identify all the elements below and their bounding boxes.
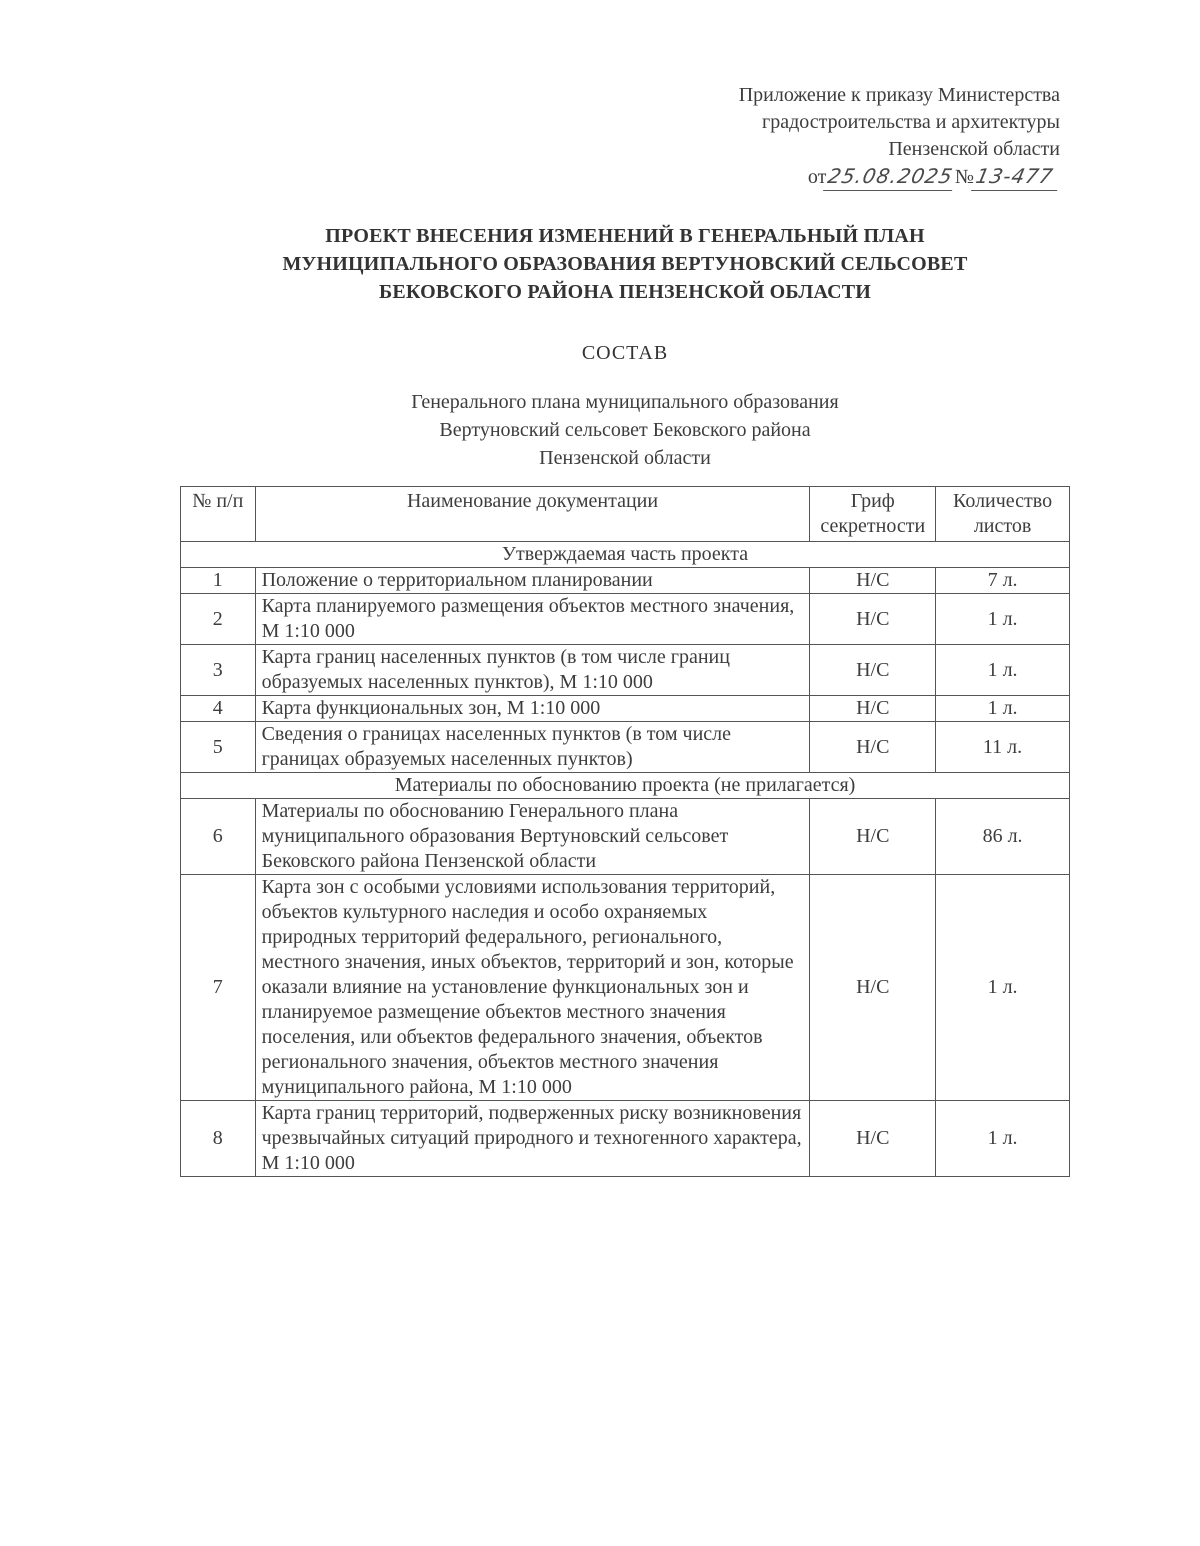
table-header-row	[181, 487, 1070, 542]
row-grif: Н/С	[810, 696, 936, 722]
appendix-header	[739, 82, 1060, 191]
appendix-line-1: Приложение к приказу Министерства	[738, 84, 1060, 106]
row-grif: Н/С	[810, 722, 936, 773]
row-qty: 1 л.	[936, 1101, 1070, 1177]
row-num: 2	[181, 594, 256, 645]
handwritten-number: 13-477	[971, 163, 1063, 191]
section-label: Материалы по обоснованию проекта (не прилагается)	[181, 773, 1070, 799]
row-num: 3	[181, 645, 256, 696]
row-name: Сведения о границах населенных пунктов (в том числе границах образуемых населенных пунктов)	[255, 722, 810, 773]
section-heading-sostav: СОСТАВ	[581, 342, 669, 364]
table-row	[181, 568, 1070, 594]
number-prefix: №	[954, 166, 974, 188]
header-grif: Гриф секретности	[810, 487, 936, 542]
subtitle	[200, 388, 1050, 472]
composition-table	[180, 486, 1070, 1177]
row-name: Карта функциональных зон, М 1:10 000	[255, 696, 810, 722]
row-name: Карта границ населенных пунктов (в том числе границ образуемых населенных пунктов), М 1:10 000	[255, 645, 810, 696]
subtitle-line-2: Вертуновский сельсовет Бековского района	[439, 419, 811, 441]
row-grif: Н/С	[810, 568, 936, 594]
title-line-3: БЕКОВСКОГО РАЙОНА ПЕНЗЕНСКОЙ ОБЛАСТИ	[378, 281, 872, 303]
row-num: 5	[181, 722, 256, 773]
row-num: 8	[181, 1101, 256, 1177]
row-grif: Н/С	[810, 799, 936, 875]
appendix-line-3: Пензенской области	[888, 138, 1060, 160]
table-row	[181, 696, 1070, 722]
row-num: 1	[181, 568, 256, 594]
header-name: Наименование документации	[255, 487, 810, 542]
row-num: 4	[181, 696, 256, 722]
row-num: 7	[181, 875, 256, 1101]
row-grif: Н/С	[810, 645, 936, 696]
row-name: Карта зон с особыми условиями использования территорий, объектов культурного наследия и особо охраняемых природных территорий федерального, регионального, местного значения, иных объектов, территорий и зон, которые оказали влияние на установление функциональных зон и планируемое размещение объектов местного значения поселения, или объектов федерального значения, объектов регионального значения, объектов местного значения муниципального района, М 1:10 000	[255, 875, 810, 1101]
section-label: Утверждаемая часть проекта	[181, 542, 1070, 568]
row-qty: 1 л.	[936, 875, 1070, 1101]
row-name: Материалы по обоснованию Генерального плана муниципального образования Вертуновский сельсовет Бековского района Пензенской области	[255, 799, 810, 875]
row-qty: 7 л.	[936, 568, 1070, 594]
subtitle-line-3: Пензенской области	[539, 447, 711, 469]
table-row	[181, 875, 1070, 1101]
row-name: Положение о территориальном планировании	[255, 568, 810, 594]
row-num: 6	[181, 799, 256, 875]
table-row	[181, 645, 1070, 696]
header-qty: Количество листов	[936, 487, 1070, 542]
section-row-approved	[181, 542, 1070, 568]
title-line-1: ПРОЕКТ ВНЕСЕНИЯ ИЗМЕНЕНИЙ В ГЕНЕРАЛЬНЫЙ ПЛАН	[325, 225, 925, 247]
row-grif: Н/С	[810, 1101, 936, 1177]
row-qty: 11 л.	[936, 722, 1070, 773]
row-qty: 1 л.	[936, 594, 1070, 645]
appendix-line-2: градостроительства и архитектуры	[762, 111, 1060, 133]
title-line-2: МУНИЦИПАЛЬНОГО ОБРАЗОВАНИЯ ВЕРТУНОВСКИЙ СЕЛЬСОВЕТ	[282, 253, 968, 275]
subtitle-line-1: Генерального плана муниципального образования	[411, 391, 839, 413]
row-grif: Н/С	[810, 594, 936, 645]
table-row	[181, 799, 1070, 875]
date-prefix: от	[807, 166, 827, 188]
table-row	[181, 594, 1070, 645]
appendix-date-number-line	[739, 163, 1060, 191]
row-qty: 86 л.	[936, 799, 1070, 875]
row-qty: 1 л.	[936, 696, 1070, 722]
row-grif: Н/С	[810, 875, 936, 1101]
table-row	[181, 1101, 1070, 1177]
handwritten-date: 25.08.2025	[823, 163, 957, 191]
row-name: Карта планируемого размещения объектов местного значения, М 1:10 000	[255, 594, 810, 645]
row-qty: 1 л.	[936, 645, 1070, 696]
row-name: Карта границ территорий, подверженных риску возникновения чрезвычайных ситуаций природного и техногенного характера, М 1:10 000	[255, 1101, 810, 1177]
header-num: № п/п	[181, 487, 256, 542]
section-row-justification	[181, 773, 1070, 799]
project-title	[200, 222, 1050, 306]
table-row	[181, 722, 1070, 773]
